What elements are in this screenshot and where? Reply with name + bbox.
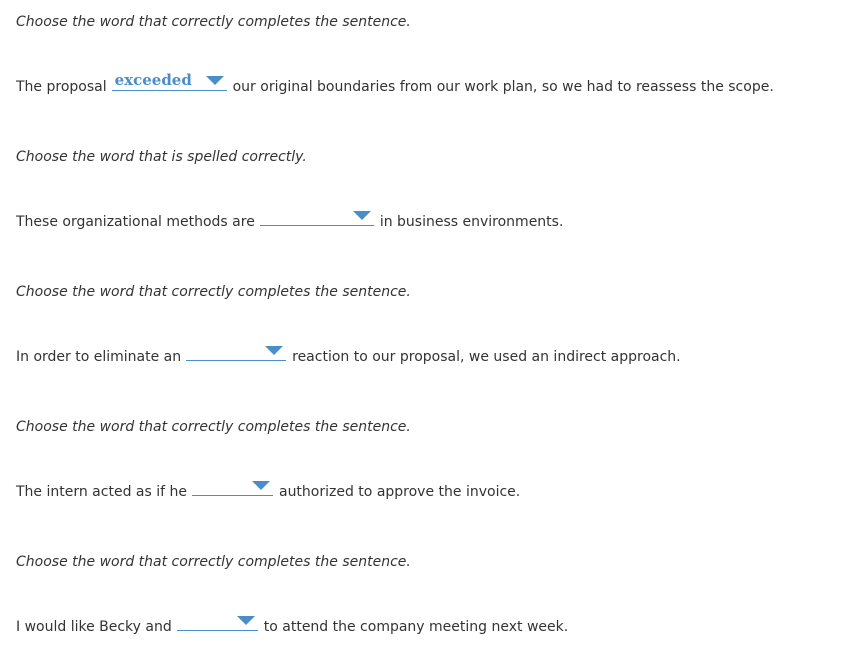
question-1 bbox=[16, 12, 844, 95]
question-3-instruction: Choose the word that correctly completes the sentence. bbox=[16, 284, 411, 300]
question-2-dropdown[interactable] bbox=[260, 207, 374, 226]
question-4-instruction: Choose the word that correctly completes the sentence. bbox=[16, 419, 411, 435]
question-1-selected-value: exceeded bbox=[114, 71, 192, 89]
question-4-sentence bbox=[16, 477, 520, 502]
question-3-dropdown[interactable] bbox=[186, 342, 286, 361]
question-3 bbox=[16, 282, 844, 365]
caret-down-icon bbox=[206, 76, 224, 85]
question-1-text-after: our original boundaries from our work plan, so we had to reassess the scope. bbox=[232, 79, 774, 95]
question-2-text-before: These organizational methods are bbox=[16, 214, 255, 230]
question-2-text-after: in business environments. bbox=[379, 214, 564, 230]
question-1-sentence bbox=[16, 72, 774, 97]
question-3-text-before: In order to eliminate an bbox=[16, 349, 182, 365]
question-1-dropdown[interactable] bbox=[112, 72, 227, 91]
question-5-instruction: Choose the word that correctly completes the sentence. bbox=[16, 554, 411, 570]
question-4 bbox=[16, 417, 844, 500]
question-1-text-before: The proposal bbox=[16, 79, 107, 95]
question-5-text-before: I would like Becky and bbox=[16, 619, 172, 635]
question-5-sentence bbox=[16, 612, 568, 637]
caret-down-icon bbox=[252, 481, 270, 490]
question-3-text-after: reaction to our proposal, we used an indirect approach. bbox=[292, 349, 681, 365]
question-4-text-before: The intern acted as if he bbox=[16, 484, 187, 500]
question-5 bbox=[16, 552, 844, 635]
caret-down-icon bbox=[353, 211, 371, 220]
question-1-instruction: Choose the word that correctly completes the sentence. bbox=[16, 14, 411, 30]
caret-down-icon bbox=[237, 616, 255, 625]
question-2-sentence bbox=[16, 207, 563, 232]
question-2 bbox=[16, 147, 844, 230]
question-3-sentence bbox=[16, 342, 681, 367]
caret-down-icon bbox=[265, 346, 283, 355]
question-4-dropdown[interactable] bbox=[192, 477, 273, 496]
question-5-text-after: to attend the company meeting next week. bbox=[263, 619, 569, 635]
question-5-dropdown[interactable] bbox=[177, 612, 258, 631]
question-4-text-after: authorized to approve the invoice. bbox=[278, 484, 521, 500]
question-2-instruction: Choose the word that is spelled correctly. bbox=[16, 149, 307, 165]
